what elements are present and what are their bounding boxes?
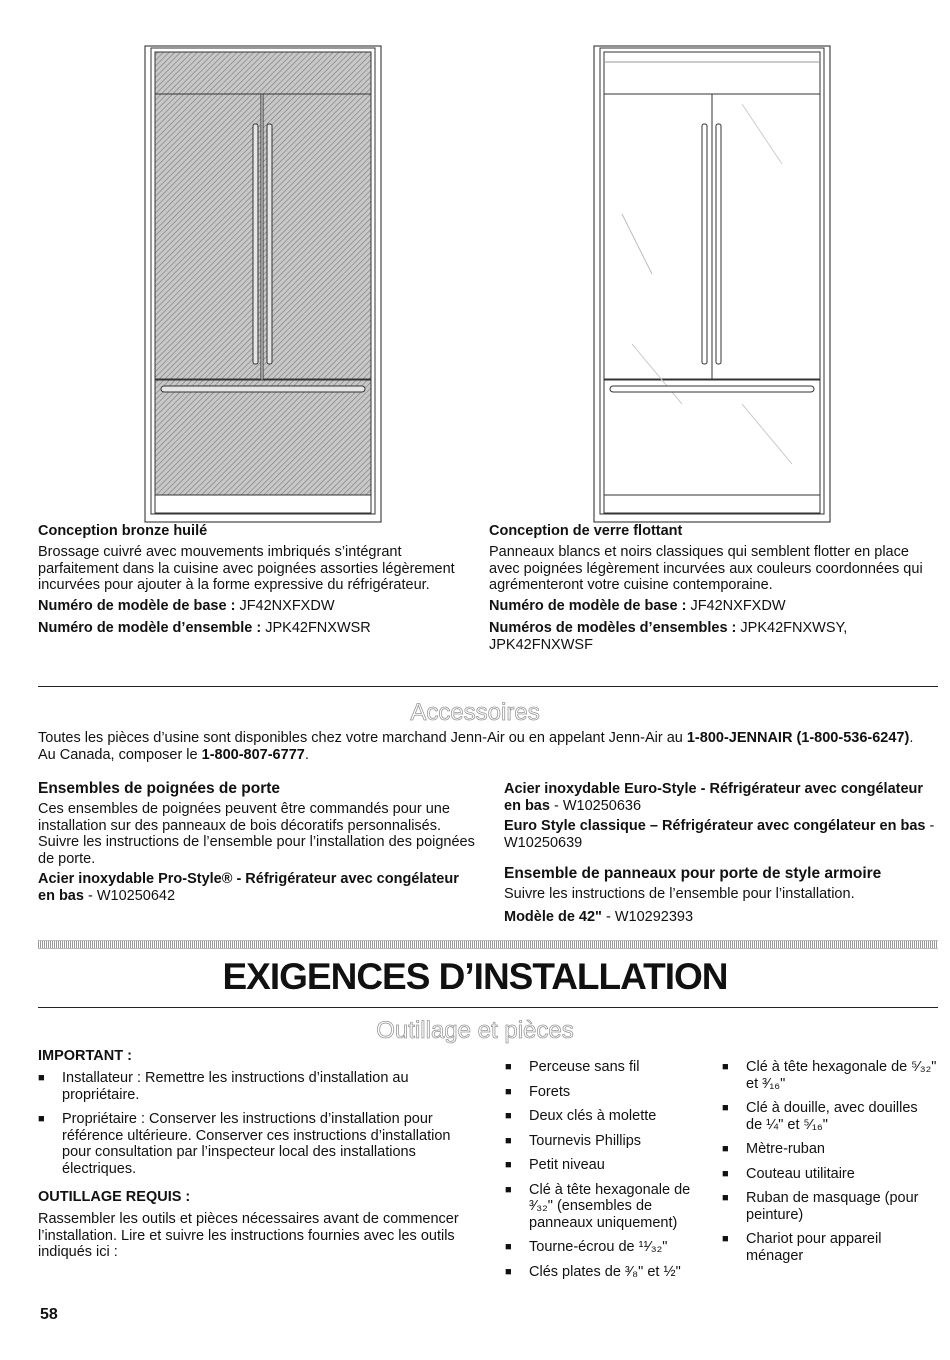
accessories-title: Accessoires [410, 699, 540, 726]
tools-list-col1 [505, 1059, 710, 1280]
accessory-item: Euro Style classique – Réfrigérateur avec congélateur en bas - W10250639 [504, 818, 935, 851]
tool-item: ■ Clé à douille, avec douilles de ¼" et ⁵⁄₁₆" [722, 1100, 937, 1133]
tool-item: ■ Mètre-ruban [722, 1141, 937, 1158]
tools-description: Rassembler les outils et pièces nécessaires avant de commencer l’installation. Lire et suivre les instructions fournies avec les outils indiqués ici : [38, 1211, 459, 1260]
set-model-number: Numéro de modèle d’ensemble : JPK42FNXWSR [38, 620, 371, 636]
section-divider-band [38, 940, 938, 949]
page-title: EXIGENCES D’INSTALLATION [222, 956, 728, 997]
accessories-left [38, 780, 478, 904]
important-heading: IMPORTANT : [38, 1048, 132, 1064]
tool-item: ■ Chariot pour appareil ménager [722, 1231, 937, 1264]
bronze-refrigerator-illustration [143, 44, 383, 524]
panel-kit-description: Suivre les instructions de l’ensemble pour l’installation. [504, 886, 855, 902]
set-model-number: Numéros de modèles d’ensembles : JPK42FNXWSY, JPK42FNXWSF [489, 620, 848, 653]
tool-item: ■ Clé à tête hexagonale de ³⁄₃₂" (ensembles de panneaux uniquement) [505, 1182, 710, 1232]
product-bronze [38, 523, 478, 637]
product-description: Brossage cuivré avec mouvements imbriqués s’intégrant parfaitement dans la cuisine avec poignées assorties légèrement incurvées pour ajouter à la forme expressive du réfrigérateur. [38, 544, 455, 593]
tool-item: ■ Tournevis Phillips [505, 1133, 710, 1150]
accessory-item: Acier inoxydable Pro-Style® - Réfrigérateur avec congélateur en bas - W10250642 [38, 871, 459, 904]
tools-heading: OUTILLAGE REQUIS : [38, 1189, 191, 1205]
list-item: ■ Propriétaire : Conserver les instructions d’installation pour référence ultérieure. Conserver ces instructions d’installation pour consultation par l’inspecteur local des installations électriques. [38, 1111, 478, 1177]
tool-item: ■ Deux clés à molette [505, 1108, 710, 1125]
accessories-intro: Toutes les pièces d’usine sont disponibles chez votre marchand Jenn-Air ou en appelant Jenn-Air au 1-800-JENNAIR (1-800-536-6247). Au Canada, composer le 1-800-807-6777. [38, 730, 914, 763]
accessories-right [504, 781, 939, 925]
tool-item: ■ Tourne-écrou de ¹¹⁄₃₂" [505, 1239, 710, 1256]
tool-item: ■ Petit niveau [505, 1157, 710, 1174]
page-number: 58 [40, 1306, 58, 1323]
panel-kit-heading: Ensemble de panneaux pour porte de style armoire [504, 865, 882, 882]
base-model-number: Numéro de modèle de base : JF42NXFXDW [489, 597, 786, 614]
tool-item: ■ Clé à tête hexagonale de ⁵⁄₃₂" et ³⁄₁₆" [722, 1059, 937, 1092]
divider [38, 1007, 938, 1008]
product-description: Panneaux blancs et noirs classiques qui semblent flotter en place avec poignées légèrement incurvées aux couleurs coordonnées qui agrémenteront votre cuisine contemporaine. [489, 544, 923, 593]
glass-refrigerator-illustration [592, 44, 832, 524]
handle-kits-description: Ces ensembles de poignées peuvent être commandés pour une installation sur des panneaux de bois décoratifs personnalisés. Suivre les instructions de l’ensemble pour l’installation des poignées de porte. [38, 801, 475, 867]
product-glass [489, 523, 939, 653]
handle-kits-heading: Ensembles de poignées de porte [38, 780, 281, 797]
tool-item: ■ Clés plates de ³⁄₈" et ½" [505, 1264, 710, 1281]
important-block [38, 1048, 478, 1261]
tool-item: ■ Couteau utilitaire [722, 1166, 937, 1183]
tools-title: Outillage et pièces [376, 1017, 574, 1044]
base-model-number: Numéro de modèle de base : JF42NXFXDW [38, 597, 335, 614]
tool-item: ■ Ruban de masquage (pour peinture) [722, 1190, 937, 1223]
tool-item: ■ Perceuse sans fil [505, 1059, 710, 1076]
product-title: Conception bronze huilé [38, 523, 208, 539]
important-list [38, 1070, 478, 1177]
accessory-item: Modèle de 42" - W10292393 [504, 908, 694, 925]
list-item: ■ Installateur : Remettre les instructions d’installation au propriétaire. [38, 1070, 478, 1103]
product-title: Conception de verre flottant [489, 523, 683, 539]
tool-item: ■ Forets [505, 1084, 710, 1101]
divider [38, 686, 938, 687]
accessory-item: Acier inoxydable Euro-Style - Réfrigérateur avec congélateur en bas - W10250636 [504, 781, 924, 814]
tools-list-col2 [722, 1059, 937, 1264]
